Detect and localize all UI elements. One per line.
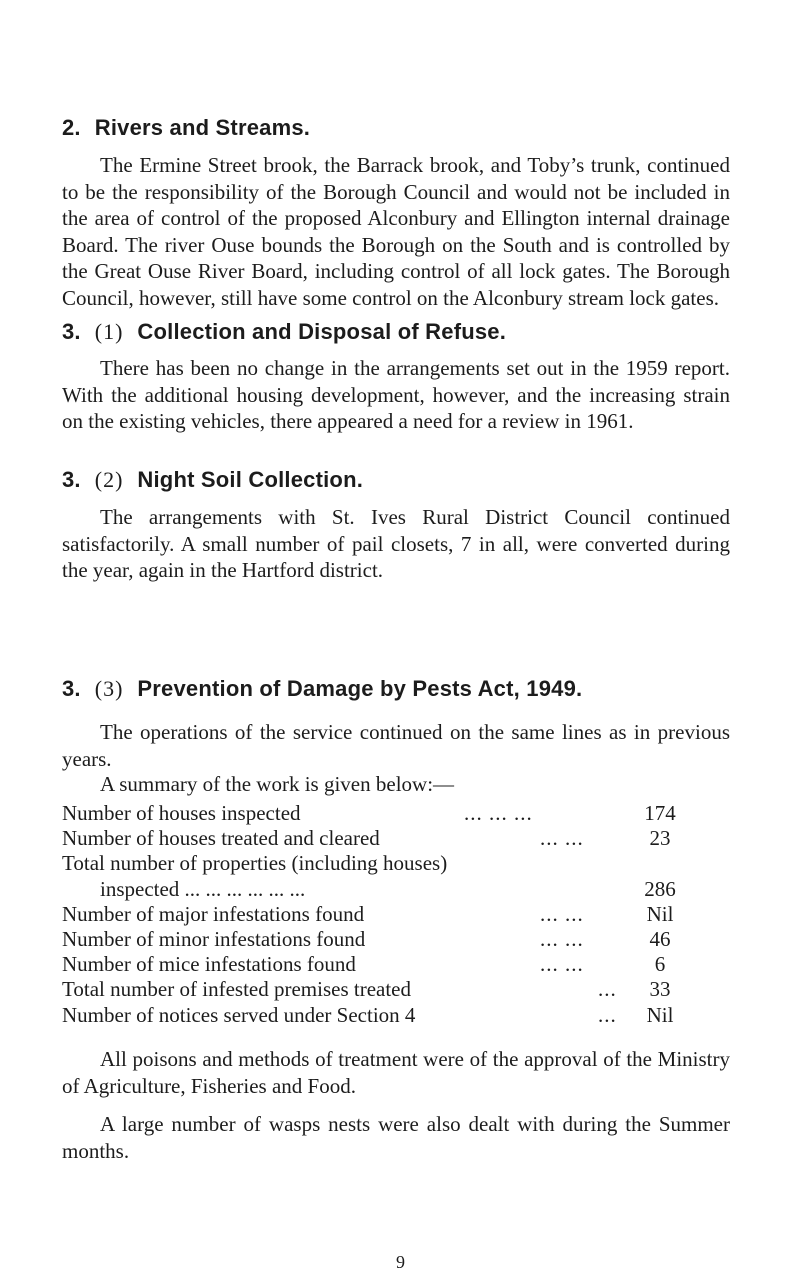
row-value: 6	[654, 952, 666, 977]
section-number: 3.	[62, 676, 81, 701]
row-leader-dots: ... ...	[540, 901, 584, 926]
wasps-paragraph: A large number of wasps nests were also dealt with during the Summer months.	[62, 1112, 730, 1163]
row-value: 174	[644, 801, 676, 825]
section-number: 2.	[62, 115, 81, 140]
page-number: 9	[396, 1252, 405, 1272]
row-label: Number of major infestations found	[62, 901, 365, 926]
table-row	[62, 902, 690, 927]
section-heading-rivers	[62, 115, 310, 141]
table-row	[62, 826, 690, 851]
row-label: inspected ... ... ... ... ... ...	[100, 876, 306, 901]
row-label: Total number of infested premises treated	[62, 977, 411, 1002]
row-value: 23	[649, 826, 671, 851]
section-number: 3.	[62, 467, 81, 492]
section-heading-pests	[62, 676, 582, 702]
refuse-paragraph: There has been no change in the arrangements set out in the 1959 report. With the additional housing development, however, and the increasing strain on the existing vehicles, there appeared a need for a review in 1961.	[62, 356, 730, 433]
row-label: Total number of properties (including houses)	[62, 851, 448, 876]
summary-intro: A summary of the work is given below:—	[100, 772, 455, 796]
rivers-paragraph: The Ermine Street brook, the Barrack brook, and Toby’s trunk, continued to be the responsibility of the Borough Council and would not be included in the area of control of the proposed Alconbury and Ellington internal drainage Board. The river Ouse bounds the Borough on the South and is controlled by the Great Ouse River Board, including control of all lock gates. The Borough Council, however, still have some control on the Alconbury stream lock gates.	[62, 153, 730, 310]
table-row	[62, 927, 690, 952]
table-row	[62, 952, 690, 977]
row-label: Number of minor infestations found	[62, 926, 366, 951]
row-value: 46	[649, 926, 671, 951]
row-leader-dots: ... ... ...	[464, 801, 533, 825]
table-row	[62, 851, 690, 876]
row-leader-dots: ... ...	[540, 926, 584, 951]
subsection-number: (1)	[94, 319, 124, 344]
row-label: Number of houses treated and cleared	[62, 826, 380, 851]
section-title: Rivers and Streams.	[94, 115, 311, 140]
row-value: 33	[649, 977, 671, 1002]
section-heading-night-soil	[62, 467, 363, 493]
section-title: Night Soil Collection.	[137, 467, 364, 492]
table-row	[62, 801, 690, 826]
section-heading-refuse	[62, 319, 506, 345]
table-row	[62, 877, 690, 902]
subsection-number: (2)	[94, 467, 124, 492]
summary-table	[62, 801, 690, 1028]
row-leader-dots: ... ...	[540, 952, 584, 977]
row-leader-dots: ... ...	[540, 826, 584, 851]
poisons-paragraph: All poisons and methods of treatment were of the approval of the Ministry of Agriculture, Fisheries and Food.	[62, 1047, 730, 1098]
row-label: Number of mice infestations found	[62, 952, 356, 977]
row-leader-dots: ...	[598, 1002, 617, 1027]
table-row	[62, 977, 690, 1002]
section-number: 3.	[62, 319, 81, 344]
row-label: Number of notices served under Section 4	[62, 1002, 416, 1027]
row-leader-dots: ...	[598, 977, 617, 1002]
row-value: Nil	[646, 901, 674, 926]
subsection-number: (3)	[94, 676, 124, 701]
section-title: Collection and Disposal of Refuse.	[137, 319, 507, 344]
row-label: Number of houses inspected	[62, 801, 301, 825]
pests-paragraph: The operations of the service continued on the same lines as in previous years.	[62, 720, 730, 771]
night-soil-paragraph: The arrangements with St. Ives Rural District Council continued satisfactorily. A small number of pail closets, 7 in all, were converted during the year, again in the Hartford district.	[62, 505, 730, 582]
table-row	[62, 1003, 690, 1028]
row-value: Nil	[646, 1002, 674, 1027]
section-title: Prevention of Damage by Pests Act, 1949.	[137, 676, 583, 701]
row-value: 286	[644, 876, 676, 901]
